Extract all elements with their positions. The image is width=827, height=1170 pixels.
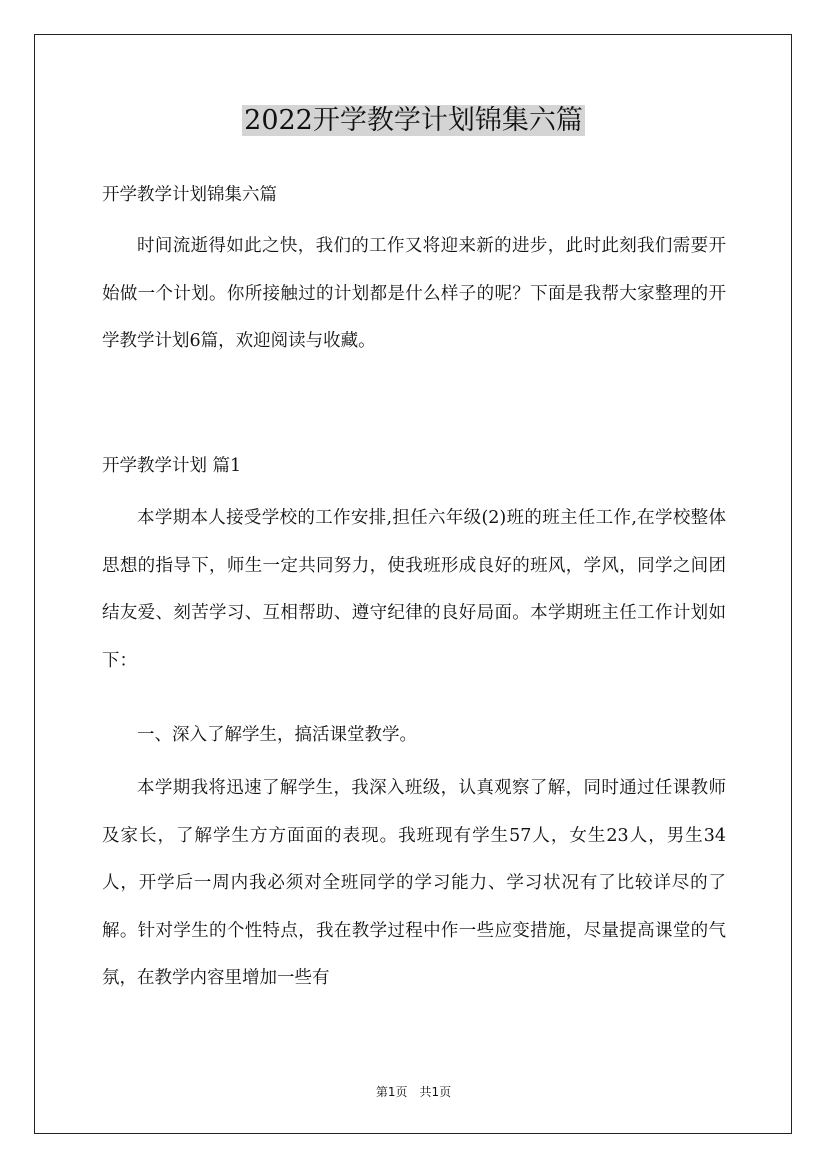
document-title-text: 2022开学教学计划锦集六篇 (244, 105, 583, 136)
section-paragraph: 本学期本人接受学校的工作安排,担任六年级(2)班的班主任工作,在学校整体思想的指导下，师生一定共同努力，使我班形成良好的班风，学风，同学之间团结友爱、刻苦学习、互相帮助、遵守纪律的良好局面。本学期班主任工作计划如下： (102, 508, 726, 671)
section-paragraph: 本学期我将迅速了解学生，我深入班级，认真观察了解，同时通过任课教师及家长，了解学生方方面面的表现。我班现有学生57人，女生23人，男生34 人，开学后一周内我必须对全班同学的学习能力、学习状况有了比较详尽的了解。针对学生的个性特点，我在教学过程中作一些应变措施，尽量提高课堂的气氛，在教学内容里增加一些有 (102, 778, 726, 988)
section-subheading: 一、深入了解学生，搞活课堂教学。 (137, 725, 417, 745)
intro-paragraph: 时间流逝得如此之快，我们的工作又将迎来新的进步，此时此刻我们需要开始做一个计划。你所接触过的计划都是什么样子的呢？下面是我帮大家整理的开学教学计划6篇，欢迎阅读与收藏。 (102, 236, 726, 351)
document-title (0, 101, 827, 141)
page-footer: 第1页 共1页 (375, 1085, 452, 1099)
document-subtitle: 开学教学计划锦集六篇 (102, 185, 277, 205)
section-heading: 开学教学计划 篇1 (102, 456, 242, 476)
